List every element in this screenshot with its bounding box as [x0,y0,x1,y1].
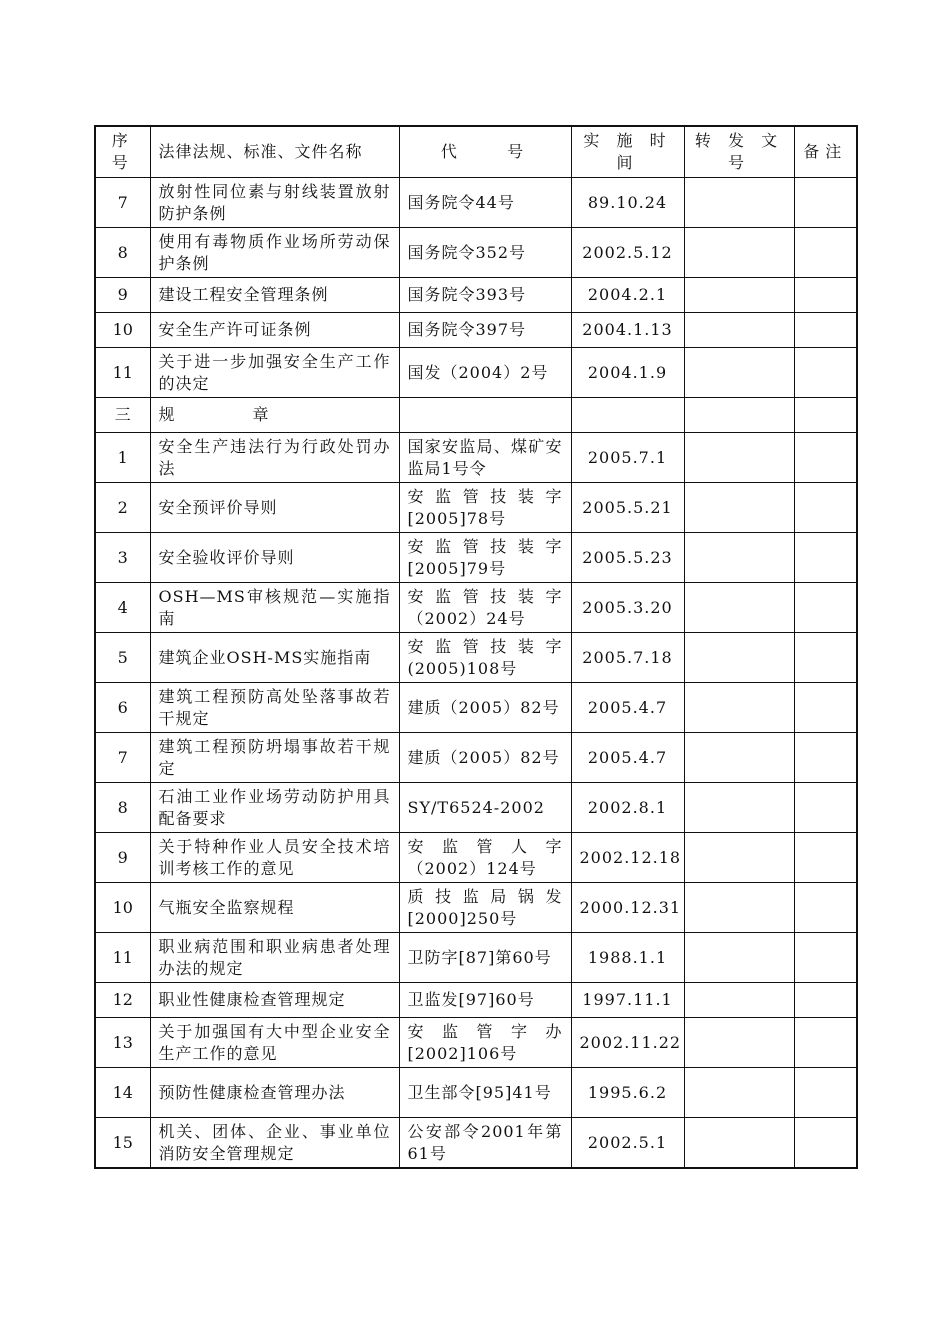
row-date: 2005.5.21 [571,483,684,533]
row-date: 2005.4.7 [571,733,684,783]
row-remark [794,583,857,633]
section-title [150,398,399,433]
header-code: 代 号 [399,126,571,178]
header-name: 法律法规、标准、文件名称 [150,126,399,178]
row-no: 9 [95,278,150,313]
row-date: 1997.11.1 [571,983,684,1018]
row-code: 公安部令2001年第61号 [399,1118,571,1169]
row-code: SY/T6524-2002 [399,783,571,833]
header-row [95,126,857,178]
row-no: 9 [95,833,150,883]
row-no: 7 [95,733,150,783]
row-no: 15 [95,1118,150,1169]
row-code [399,398,571,433]
row-forward [684,433,794,483]
row-code: 安监管字办[2002]106号 [399,1018,571,1068]
table-row [95,1018,857,1068]
section-title-b: 章 [252,405,269,424]
row-no: 8 [95,783,150,833]
row-no: 6 [95,683,150,733]
row-remark [794,278,857,313]
row-code: 质技监局锅发[2000]250号 [399,883,571,933]
table-row [95,278,857,313]
row-no: 11 [95,933,150,983]
table-row [95,1068,857,1118]
row-code: 安监管技装字(2005)108号 [399,633,571,683]
row-name: 安全生产违法行为行政处罚办法 [150,433,399,483]
row-name: 石油工业作业场劳动防护用具配备要求 [150,783,399,833]
row-code: 安监管技装字（2002）24号 [399,583,571,633]
row-forward [684,883,794,933]
row-code: 国务院令397号 [399,313,571,348]
table-row [95,683,857,733]
row-date: 2004.1.9 [571,348,684,398]
row-name: 关于进一步加强安全生产工作的决定 [150,348,399,398]
row-remark [794,1068,857,1118]
row-no: 4 [95,583,150,633]
row-forward [684,533,794,583]
table-row [95,313,857,348]
row-name: 建设工程安全管理条例 [150,278,399,313]
row-remark [794,733,857,783]
row-remark [794,633,857,683]
row-forward [684,833,794,883]
row-code: 国发（2004）2号 [399,348,571,398]
row-date: 2002.11.22 [571,1018,684,1068]
row-name: 使用有毒物质作业场所劳动保护条例 [150,228,399,278]
row-forward [684,398,794,433]
row-date: 2002.5.12 [571,228,684,278]
row-name: 安全验收评价导则 [150,533,399,583]
row-remark [794,433,857,483]
row-no: 10 [95,313,150,348]
row-code: 国务院令352号 [399,228,571,278]
row-name: 建筑工程预防坍塌事故若干规定 [150,733,399,783]
row-forward [684,278,794,313]
row-name: 建筑企业OSH-MS实施指南 [150,633,399,683]
row-code: 国务院令44号 [399,178,571,228]
row-name: 职业病范围和职业病患者处理办法的规定 [150,933,399,983]
row-remark [794,1018,857,1068]
row-date: 2004.2.1 [571,278,684,313]
table-row [95,533,857,583]
row-name: 关于加强国有大中型企业安全生产工作的意见 [150,1018,399,1068]
header-date: 实 施 时 间 [571,126,684,178]
row-date: 2005.4.7 [571,683,684,733]
row-name: 建筑工程预防高处坠落事故若干规定 [150,683,399,733]
row-forward [684,983,794,1018]
table-row [95,178,857,228]
row-remark [794,783,857,833]
row-name: 机关、团体、企业、事业单位消防安全管理规定 [150,1118,399,1169]
row-forward [684,783,794,833]
row-remark [794,348,857,398]
row-forward [684,683,794,733]
row-date: 1988.1.1 [571,933,684,983]
row-no: 1 [95,433,150,483]
row-date: 2005.5.23 [571,533,684,583]
table-row [95,633,857,683]
row-forward [684,483,794,533]
row-forward [684,1068,794,1118]
row-name: 预防性健康检查管理办法 [150,1068,399,1118]
row-remark [794,883,857,933]
row-date: 1995.6.2 [571,1068,684,1118]
row-date: 2002.8.1 [571,783,684,833]
row-remark [794,483,857,533]
row-remark [794,1118,857,1169]
row-no: 13 [95,1018,150,1068]
table-row [95,483,857,533]
row-code: 卫防字[87]第60号 [399,933,571,983]
row-date: 2002.12.18 [571,833,684,883]
section-row [95,398,857,433]
row-remark [794,933,857,983]
table-row [95,583,857,633]
row-name: 安全生产许可证条例 [150,313,399,348]
row-name: 放射性同位素与射线装置放射防护条例 [150,178,399,228]
row-name: 气瓶安全监察规程 [150,883,399,933]
header-remark: 备注 [794,126,857,178]
header-forward: 转 发 文 号 [684,126,794,178]
row-remark [794,833,857,883]
row-code: 国家安监局、煤矿安监局1号令 [399,433,571,483]
table-row [95,348,857,398]
table-row [95,228,857,278]
row-date: 2005.3.20 [571,583,684,633]
row-code: 安监管人字（2002）124号 [399,833,571,883]
row-date: 2004.1.13 [571,313,684,348]
row-forward [684,1018,794,1068]
row-no: 14 [95,1068,150,1118]
row-remark [794,313,857,348]
row-forward [684,348,794,398]
row-code: 卫生部令[95]41号 [399,1068,571,1118]
row-forward [684,313,794,348]
row-remark [794,683,857,733]
table-row [95,1118,857,1169]
regulations-table [94,125,858,1169]
row-forward [684,733,794,783]
table-row [95,983,857,1018]
row-no: 12 [95,983,150,1018]
row-remark [794,983,857,1018]
row-remark [794,398,857,433]
table-row [95,833,857,883]
section-title-a: 规 [158,405,175,424]
row-date: 2000.12.31 [571,883,684,933]
row-forward [684,178,794,228]
row-remark [794,533,857,583]
row-code: 国务院令393号 [399,278,571,313]
row-date [571,398,684,433]
row-forward [684,228,794,278]
row-no: 10 [95,883,150,933]
row-code: 安监管技装字[2005]79号 [399,533,571,583]
row-no: 3 [95,533,150,583]
table-row [95,433,857,483]
row-forward [684,633,794,683]
row-no: 11 [95,348,150,398]
row-remark [794,178,857,228]
row-date: 2005.7.1 [571,433,684,483]
row-code: 建质（2005）82号 [399,683,571,733]
row-name: 安全预评价导则 [150,483,399,533]
table-row [95,733,857,783]
header-no: 序号 [95,126,150,178]
table-row [95,883,857,933]
row-date: 2002.5.1 [571,1118,684,1169]
row-name: 职业性健康检查管理规定 [150,983,399,1018]
row-no: 5 [95,633,150,683]
row-forward [684,1118,794,1169]
row-code: 安监管技装字[2005]78号 [399,483,571,533]
section-no: 三 [95,398,150,433]
row-no: 7 [95,178,150,228]
row-no: 8 [95,228,150,278]
row-no: 2 [95,483,150,533]
row-forward [684,933,794,983]
row-forward [684,583,794,633]
row-date: 89.10.24 [571,178,684,228]
row-code: 建质（2005）82号 [399,733,571,783]
row-code: 卫监发[97]60号 [399,983,571,1018]
row-name: OSH—MS审核规范—实施指南 [150,583,399,633]
row-name: 关于特种作业人员安全技术培训考核工作的意见 [150,833,399,883]
table-row [95,933,857,983]
row-remark [794,228,857,278]
row-date: 2005.7.18 [571,633,684,683]
table-row [95,783,857,833]
